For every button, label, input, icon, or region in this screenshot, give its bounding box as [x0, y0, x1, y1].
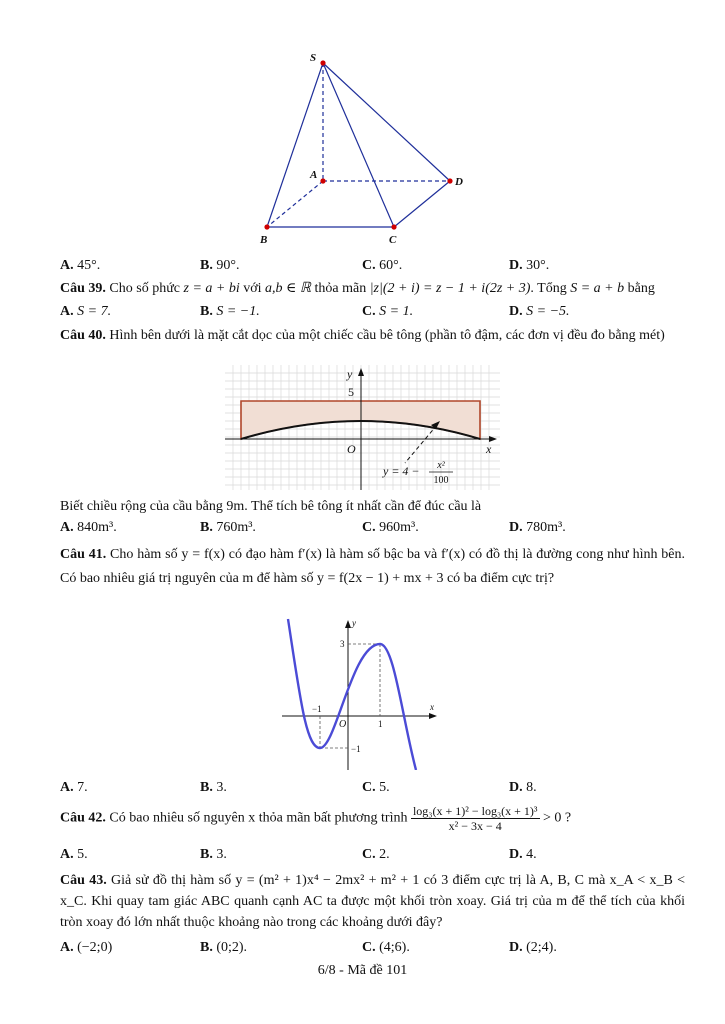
q38-option-d[interactable]: D. 30°.	[509, 258, 550, 273]
vertex-B	[264, 224, 269, 229]
question-42: Câu 42. Có bao nhiêu số nguyên x thỏa mãn bất phương trình $\frac{\text{log₃(x + 1)² − log₃(x + 1)³}}{\text{x² − 3x − 4}}$ > 0 ?	[60, 804, 572, 833]
q38-option-b[interactable]: B. 90°.	[200, 258, 240, 273]
bridge-origin-label: O	[347, 442, 356, 456]
q41-option-c[interactable]: C. 5.	[362, 780, 390, 795]
q40-option-c[interactable]: C. 960m³.	[362, 520, 419, 535]
question-40: Câu 40. Hình bên dưới là mặt cắt dọc của một chiếc cầu bê tông (phần tô đậm, các đơn vị đều đo bằng mét)	[60, 328, 665, 343]
graph-y-label: y	[352, 618, 356, 628]
q38-option-c[interactable]: C. 60°.	[362, 258, 403, 273]
graph-tick-minus1-y: −1	[351, 744, 361, 754]
label-D: D	[455, 176, 463, 188]
q39-option-a[interactable]: A. S = 7.	[60, 304, 112, 319]
graph-tick-3: 3	[340, 639, 345, 649]
bridge-curve-equation: y = 4 −	[383, 464, 420, 478]
question-41: Câu 41. Cho hàm số y = f(x) có đạo hàm f′(x) là hàm số bậc ba và f′(x) có đồ thị là đường cong như hình bên. Có bao nhiêu giá trị nguyên của m để hàm số y = f(2x − 1) + mx + 3 có ba điểm cực trị?	[60, 547, 685, 586]
q42-numerator: log₃(x + 1)² − log₃(x + 1)³	[412, 804, 538, 818]
q43-option-c[interactable]: C. (4;6).	[362, 940, 410, 955]
q42-option-d[interactable]: D. 4.	[509, 847, 537, 862]
label-A: A	[310, 169, 318, 181]
q39-option-d[interactable]: D. S = −5.	[509, 304, 570, 319]
q41-option-b[interactable]: B. 3.	[200, 780, 227, 795]
bridge-x-axis-label: x	[486, 442, 492, 456]
pyramid-figure	[250, 45, 480, 250]
vertex-S	[320, 60, 325, 65]
question-43: Câu 43. Giả sử đồ thị hàm số y = (m² + 1)x⁴ − 2mx² + m² + 1 có 3 điểm cực trị là A, B, C mà x_A < x_B < x_C. Khi quay tam giác ABC quanh cạnh AC ta được một khối tròn xoay. Giá trị của m để thể tích của khối tròn xoay đó lớn nhất thuộc khoảng nào trong các khoảng dưới đây?	[60, 873, 685, 930]
label-C: C	[389, 234, 397, 246]
q39-option-b[interactable]: B. S = −1.	[200, 304, 260, 319]
bridge-curve-frac-den: 100	[433, 475, 449, 486]
graph-x-label: x	[430, 702, 434, 712]
page-footer: 6/8 - Mã đề 101	[317, 963, 408, 978]
q43-option-a[interactable]: A. (−2;0)	[60, 940, 113, 955]
label-B: B	[260, 234, 268, 246]
question-39: Câu 39. Cho số phức z = a + bi với a,b ∈ ℝ thỏa mãn |z|(2 + i) = z − 1 + i(2z + 3). Tổng S = a + b bằng	[60, 281, 655, 296]
q41-option-a[interactable]: A. 7.	[60, 780, 88, 795]
q43-option-d[interactable]: D. (2;4).	[509, 940, 557, 955]
q42-option-b[interactable]: B. 3.	[200, 847, 227, 862]
vertex-A	[320, 178, 325, 183]
q39-option-c[interactable]: C. S = 1.	[362, 304, 414, 319]
q40-option-a[interactable]: A. 840m³.	[60, 520, 117, 535]
q42-option-a[interactable]: A. 5.	[60, 847, 88, 862]
bridge-curve-frac-num: x²	[437, 460, 445, 471]
bridge-figure	[225, 365, 500, 490]
q40-option-b[interactable]: B. 760m³.	[200, 520, 256, 535]
q43-option-b[interactable]: B. (0;2).	[200, 940, 248, 955]
graph-origin-label: O	[339, 719, 347, 730]
q42-option-c[interactable]: C. 2.	[362, 847, 390, 862]
graph-tick-1: 1	[378, 719, 383, 729]
question-40-statement: Biết chiều rộng của cầu bằng 9m. Thể tích bê tông ít nhất cần để đúc cầu là	[60, 499, 482, 514]
derivative-graph	[282, 617, 440, 770]
q41-option-d[interactable]: D. 8.	[509, 780, 537, 795]
q40-option-d[interactable]: D. 780m³.	[509, 520, 566, 535]
q42-denominator: x² − 3x − 4	[448, 819, 502, 833]
vertex-D	[447, 178, 452, 183]
graph-tick-minus1-x: −1	[312, 704, 322, 714]
bridge-tick-5: 5	[348, 385, 354, 399]
q38-option-a[interactable]: A. 45°.	[60, 258, 101, 273]
q42-fraction	[411, 804, 540, 833]
label-S: S	[310, 52, 317, 64]
bridge-y-axis-label: y	[347, 367, 353, 381]
vertex-C	[391, 224, 396, 229]
